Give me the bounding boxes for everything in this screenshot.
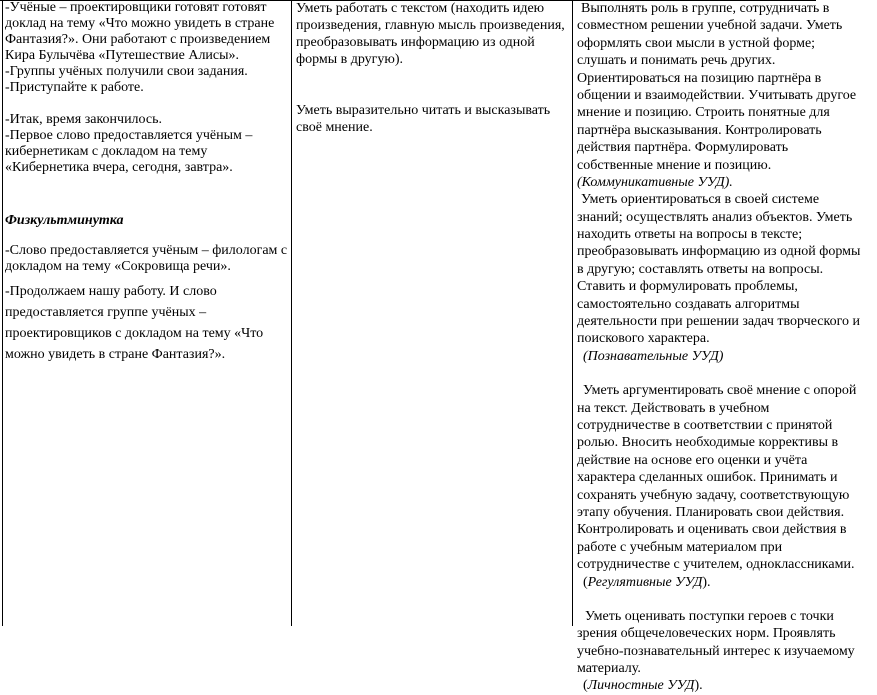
text-line: на текст. Действовать в учебном	[577, 400, 770, 416]
text-line: материалу.	[577, 661, 641, 677]
text-line: действие на основе его оценки и учёта	[577, 452, 808, 468]
text-line: -Группы учёных получили свои задания.	[5, 64, 248, 79]
text-line: Ориентироваться на позицию партнёра в	[577, 70, 822, 86]
regulatory-uud-label-text: Регулятивные УУД	[587, 574, 703, 590]
text-line: докладом на тему «Сокровища речи».	[5, 259, 231, 274]
text-line: самостоятельно создавать алгоритмы	[577, 296, 800, 312]
communicative-uud-label: (Коммуникативные УУД).	[577, 174, 733, 190]
text-line: собственные мнение и позицию.	[577, 157, 772, 173]
table-column-divider-1	[291, 0, 292, 626]
text-line: Кира Булычёва «Путешествие Алисы».	[5, 48, 240, 63]
text-line: партнёра высказывания. Контролировать	[577, 122, 822, 138]
text-line: -Итак, время закончилось.	[5, 112, 162, 127]
text-line: Контролировать и оценивать свои действия в	[577, 522, 847, 538]
text-line: этапу обучения. Планировать свои действия.	[577, 504, 845, 520]
text-line: Уметь работать с текстом (находить идею	[296, 1, 545, 16]
text-line: своё мнение.	[296, 120, 373, 135]
text-line: Уметь ориентироваться в своей системе	[581, 192, 820, 208]
text-line: Уметь выразительно читать и высказывать	[296, 103, 551, 118]
text-line: можно увидеть в стране Фантазия?».	[5, 347, 226, 362]
personal-uud-label: (Личностные УУД).	[583, 678, 703, 694]
text-line: находить ответы на вопросы в тексте;	[577, 227, 803, 243]
text-line: деятельности при решении задач творческого и	[577, 314, 860, 330]
text-line: Фантазия?». Они работают с произведением	[5, 32, 271, 47]
text-line: преобразовывать информацию из одной	[296, 35, 535, 50]
text-line: сотрудничестве в соответствии с принятой	[577, 417, 833, 433]
table-column-divider-2	[572, 0, 573, 626]
text-line: -Слово предоставляется учёным – филологам с	[5, 243, 288, 258]
text-line: -Первое слово предоставляется учёным –	[5, 128, 253, 143]
section-heading: Физкультминутка	[5, 213, 124, 228]
text-line: характера сделанных ошибок. Принимать и	[577, 470, 838, 486]
text-line: преобразовывать информацию из одной формы	[577, 244, 861, 260]
text-line: Уметь аргументировать своё мнение с опорой	[583, 383, 857, 399]
text-line: общении и взаимодействии. Учитывать другое	[577, 87, 857, 103]
table-border-left	[2, 0, 3, 626]
text-line: Ставить и формулировать проблемы,	[577, 279, 798, 295]
regulatory-uud-label: (Регулятивные УУД).	[583, 574, 711, 590]
text-line: формы в другую).	[296, 52, 404, 67]
text-line: -Учёные – проектировщики готовят готовят	[5, 0, 267, 15]
text-line: ролью. Вносить необходимые коррективы в	[577, 435, 839, 451]
text-line: работе с учебным материалом при	[577, 539, 783, 555]
text-line: учебно-познавательный интерес к изучаемому	[577, 643, 855, 659]
text-line: кибернетикам с докладом на тему	[5, 144, 208, 159]
text-line: сотрудничестве с учителем, одноклассниками.	[577, 557, 855, 573]
teacher-activity-column	[5, 0, 287, 368]
text-line: Уметь оценивать поступки героев с точки	[585, 608, 834, 624]
cognitive-uud-label: (Познавательные УУД)	[583, 348, 724, 364]
text-line: предоставляется группе учёных –	[5, 305, 207, 320]
text-line: действия партнёра. Формулировать	[577, 140, 789, 156]
uud-column	[577, 0, 877, 695]
text-line: произведения, главную мысль произведения,	[296, 18, 565, 33]
text-line: мнение и позицию. Строить понятные для	[577, 105, 830, 121]
text-line: оформлять свои мысли в устной форме;	[577, 35, 816, 51]
text-line: слушать и понимать речь других.	[577, 53, 776, 69]
personal-uud-label-text: Личностные УУД	[587, 678, 695, 694]
text-line: сохранять учебную задачу, соответствующую	[577, 487, 850, 503]
text-line: в другую; составлять ответы на вопросы.	[577, 261, 824, 277]
text-line: совместном решении учебной задачи. Уметь	[577, 18, 843, 34]
text-line: зрения общечеловеческих норм. Проявлять	[577, 626, 836, 642]
text-line: поискового характера.	[577, 331, 710, 347]
text-line: -Продолжаем нашу работу. И слово	[5, 284, 217, 299]
text-line: доклад на тему «Что можно увидеть в стране	[5, 16, 275, 31]
text-line: -Приступайте к работе.	[5, 80, 144, 95]
text-line: проектировщиков с докладом на тему «Что	[5, 326, 264, 341]
learning-outcomes-column	[296, 0, 567, 136]
text-line: Выполнять роль в группе, сотрудничать в	[581, 1, 830, 16]
text-line: знаний; осуществлять анализ объектов. Уметь	[577, 209, 853, 225]
text-line: «Кибернетика вчера, сегодня, завтра».	[5, 160, 233, 175]
